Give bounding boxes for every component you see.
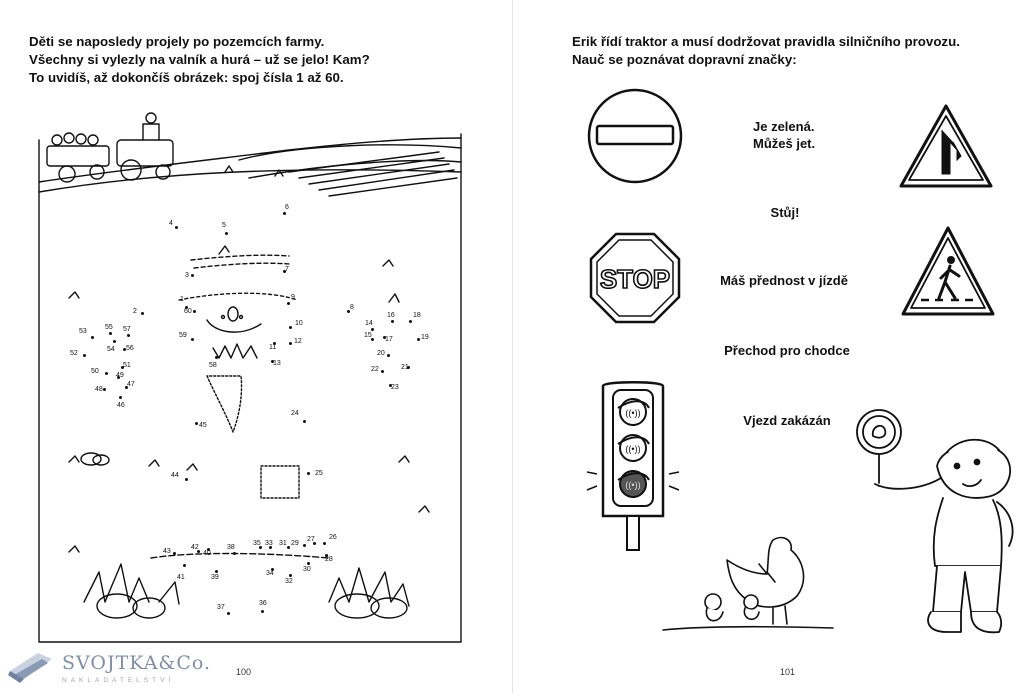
dot-number: 24 <box>291 410 299 417</box>
dot-number: 12 <box>294 338 302 345</box>
dot-number: 38 <box>227 544 235 551</box>
publisher-name: SVOJTKA&Co. <box>62 652 212 674</box>
dot-number: 9 <box>291 294 295 301</box>
svg-text:((•)): ((•)) <box>625 408 641 418</box>
svg-text:((•)): ((•)) <box>625 480 641 490</box>
dot-number: 49 <box>116 372 124 379</box>
instruction-line: Děti se naposledy projely po pozemcích farmy. <box>29 34 325 49</box>
dot-number: 8 <box>350 304 354 311</box>
meaning-green <box>753 118 816 152</box>
dot-number: 15 <box>364 332 372 339</box>
dot-number: 55 <box>105 324 113 331</box>
scarecrow-patch <box>207 376 242 432</box>
page-number: 100 <box>236 667 252 677</box>
priority-road-sign-icon <box>897 102 995 192</box>
dot-number: 14 <box>365 320 373 327</box>
instruction-line: To uvidíš, až dokončíš obrázek: spoj čísla 1 až 60. <box>29 70 344 85</box>
dot-number: 42 <box>191 544 199 551</box>
dot-number: 48 <box>95 386 103 393</box>
dot-number: 3 <box>185 272 189 279</box>
dot-number: 54 <box>107 346 115 353</box>
dot-number: 33 <box>265 540 273 547</box>
hay-patch <box>261 466 299 498</box>
dot-number: 46 <box>117 402 125 409</box>
dot-number: 23 <box>391 384 399 391</box>
dot-number: 11 <box>269 344 277 351</box>
svg-text:((•)): ((•)) <box>625 444 641 454</box>
dot-number: 43 <box>163 548 171 555</box>
pedestrian-crossing-sign-icon <box>899 224 997 320</box>
instruction-line: Erik řídí traktor a musí dodržovat pravidla silničního provozu. <box>572 34 960 49</box>
dot-number: 13 <box>273 360 281 367</box>
dot-number: 60 <box>184 308 192 315</box>
right-page <box>513 0 1024 693</box>
dot-number: 6 <box>285 204 289 211</box>
dot-number: 32 <box>285 578 293 585</box>
dot-number: 51 <box>123 362 131 369</box>
dot-number: 1 <box>180 296 184 303</box>
dot-to-dot-puzzle <box>39 132 461 644</box>
dot-number: 25 <box>315 470 323 477</box>
dot-number: 39 <box>211 574 219 581</box>
traffic-light-icon <box>593 378 673 554</box>
dot-number: 30 <box>303 566 311 573</box>
left-instructions <box>29 33 370 87</box>
dot-number: 53 <box>79 328 87 335</box>
no-entry-sign-icon <box>585 86 685 186</box>
meaning-green-line2: Můžeš jet. <box>753 136 816 151</box>
dot-number: 26 <box>329 534 337 541</box>
stop-sign-text: STOP <box>599 264 671 294</box>
dot-number: 21 <box>401 364 409 371</box>
page-number: 101 <box>780 667 796 677</box>
meaning-stop: Stůj! <box>770 205 800 220</box>
dot-number: 36 <box>259 600 267 607</box>
dot-number: 56 <box>126 345 134 352</box>
meaning-no-entry: Vjezd zakázán <box>743 413 831 428</box>
dot-number: 16 <box>387 312 395 319</box>
dot-number: 18 <box>413 312 421 319</box>
boy-with-sign-illustration <box>851 406 1021 642</box>
dot-number: 17 <box>385 336 393 343</box>
publisher-mark-icon <box>8 649 54 685</box>
dot-number: 45 <box>199 422 207 429</box>
stop-sign-icon <box>589 232 681 324</box>
hen-and-chicks-illustration <box>663 530 843 640</box>
dot-number: 10 <box>295 320 303 327</box>
dot-number: 4 <box>169 220 173 227</box>
dot-number: 47 <box>127 381 135 388</box>
dot-number: 31 <box>279 540 287 547</box>
dot-number: 40 <box>203 550 211 557</box>
publisher-tagline: NAKLADATELSTVÍ <box>62 677 175 684</box>
dot-number: 57 <box>123 326 131 333</box>
dot-number: 20 <box>377 350 385 357</box>
instruction-line: Nauč se poznávat dopravní značky: <box>572 52 797 67</box>
dot-number: 50 <box>91 368 99 375</box>
dot-number: 28 <box>325 556 333 563</box>
right-instructions <box>572 33 960 69</box>
dot-number: 2 <box>133 308 137 315</box>
publisher-logo <box>4 645 212 693</box>
dot-number: 29 <box>291 540 299 547</box>
dot-number: 58 <box>209 362 217 369</box>
dot-number: 37 <box>217 604 225 611</box>
meaning-crossing: Přechod pro chodce <box>724 343 850 358</box>
dot-number: 5 <box>222 222 226 229</box>
dot-number: 59 <box>179 332 187 339</box>
meaning-green-line1: Je zelená. <box>753 119 815 134</box>
dot-number: 35 <box>253 540 261 547</box>
dot-number: 7 <box>285 266 289 273</box>
dot-number: 22 <box>371 366 379 373</box>
left-page <box>0 0 511 693</box>
dot-number: 19 <box>421 334 429 341</box>
dot-number: 52 <box>70 350 78 357</box>
dot-number: 27 <box>307 536 315 543</box>
dot-number: 44 <box>171 472 179 479</box>
meaning-priority: Máš přednost v jízdě <box>720 273 848 288</box>
dot-number: 34 <box>266 570 274 577</box>
dot-number: 41 <box>177 574 185 581</box>
instruction-line: Všechny si vylezly na valník a hurá – už se jelo! Kam? <box>29 52 370 67</box>
